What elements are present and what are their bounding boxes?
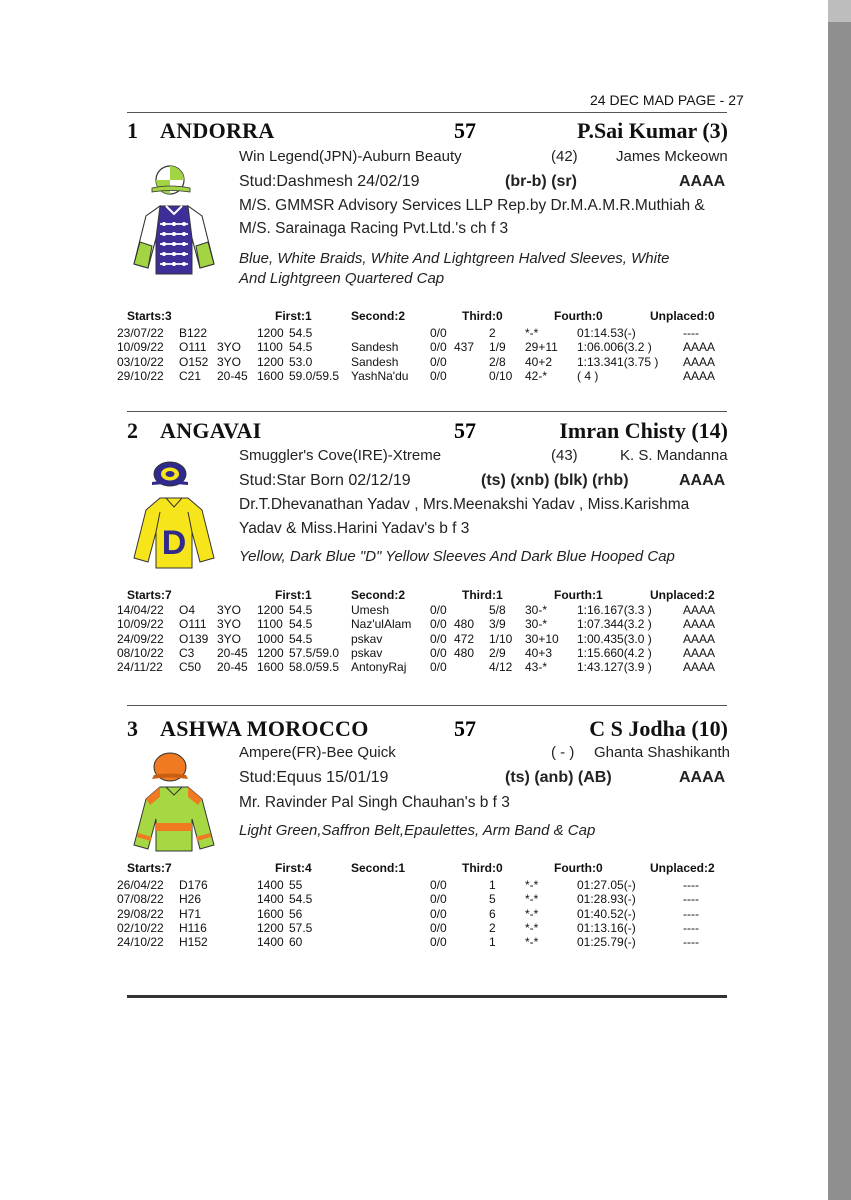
run-cell: 54.5 [289,326,313,340]
jockey: P.Sai Kumar (3) [577,118,728,143]
summary-first: First:1 [275,309,312,323]
run-cell: 30-* [525,603,548,617]
run-cell: *-* [525,920,539,935]
run-cell: O111 [179,340,207,355]
run-row [117,907,737,922]
rating: (42) [551,148,578,165]
run-cell: 54.5 [289,617,313,632]
run-row [117,603,737,618]
run-cell: 0/0 [430,340,447,355]
summary-fourth: Fourth:0 [554,861,603,875]
grade: AAAA [679,472,726,489]
stud: Stud:Equus 15/01/19 [239,769,389,786]
run-cell: 1400 [257,892,284,907]
run-cell: 2/8 [489,354,506,369]
run-cell: 0/0 [430,878,447,892]
run-cell: 24/11/22 [117,660,163,675]
run-row [117,326,737,341]
summary-first: First:4 [275,861,312,875]
summary-third: Third:0 [462,309,503,323]
run-cell: 0/0 [430,631,447,646]
run-row [117,340,737,355]
run-cell: pskav [351,645,383,660]
horse-name: ASHWA MOROCCO [160,716,369,741]
divider [127,411,727,412]
run-cell: 1200 [257,326,284,340]
run-cell: 23/07/22 [117,326,164,340]
run-cell: ---- [683,920,699,935]
run-cell: 0/0 [430,892,447,907]
run-row [117,646,737,661]
summary-second: Second:2 [351,588,406,602]
run-cell: 1400 [257,878,284,892]
run-cell: 1 [489,935,496,950]
run-cell: C21 [179,368,202,383]
run-cell: 56 [289,906,303,921]
run-cell: *-* [525,892,539,907]
run-cell: 3YO [217,340,242,355]
run-cell: 57.5 [289,920,313,935]
run-row [117,892,737,907]
run-row [117,878,737,893]
run-cell: O152 [179,354,209,369]
run-cell: 08/10/22 [117,645,164,660]
run-cell: AAAA [683,368,716,383]
run-cell: 55 [289,878,303,892]
run-cell: 30+10 [525,631,559,646]
run-cell: 10/09/22 [117,617,164,632]
page-header: 24 DEC MAD PAGE - 27 [590,92,744,108]
summary-fourth: Fourth:1 [554,588,603,602]
gear: (ts) (anb) (AB) [505,769,612,786]
run-cell: O139 [179,631,209,646]
run-cell: 1200 [257,603,284,617]
run-cell: 0/0 [430,660,447,675]
jockey-silk-icon [126,452,226,576]
run-cell: 1200 [257,920,284,935]
run-cell: 10/09/22 [117,340,164,355]
owner: Dr.T.Dhevanathan Yadav , Mrs.Meenakshi Yadav , Miss.Karishma [239,496,690,513]
run-cell: 0/10 [489,368,513,383]
run-cell: D176 [179,878,208,892]
summary-unplaced: Unplaced:2 [650,588,715,602]
run-cell: 0/0 [430,354,447,369]
run-cell: 01:25.79(-) [577,935,636,950]
run-cell: H152 [179,935,208,950]
run-cell: 1:13.341(3.75 ) [577,354,659,369]
run-cell: 01:28.93(-) [577,892,636,907]
summary-row [117,861,737,876]
run-cell: *-* [525,878,539,892]
owner: Mr. Ravinder Pal Singh Chauhan's b f 3 [239,794,510,811]
run-cell: 20-45 [217,645,248,660]
run-cell: YashNa'du [351,368,409,383]
run-cell: 02/10/22 [117,920,164,935]
run-cell: AAAA [683,354,716,369]
run-cell: 01:27.05(-) [577,878,636,892]
run-cell: 14/04/22 [117,603,164,617]
run-cell: 24/10/22 [117,935,164,950]
silk-letter: D [161,524,187,562]
run-cell: AAAA [683,660,716,675]
run-cell: 1200 [257,645,284,660]
run-cell: 1:15.660(4.2 ) [577,645,652,660]
run-cell: 1/9 [489,340,506,355]
run-cell: 0/0 [430,906,447,921]
grade: AAAA [679,769,726,786]
racing-colors: Blue, White Braids, White And Lightgreen Halved Sleeves, White [239,250,670,267]
run-row [117,355,737,370]
run-cell: 0/0 [430,617,447,632]
pedigree: Ampere(FR)-Bee Quick [239,744,396,761]
divider [127,995,727,998]
run-cell: AAAA [683,631,716,646]
run-cell: 0/0 [430,603,447,617]
racing-colors: And Lightgreen Quartered Cap [239,270,445,287]
run-cell: 59.0/59.5 [289,368,340,383]
run-cell: 480 [454,645,475,660]
run-cell: ---- [683,892,699,907]
summary-row [117,309,737,324]
run-row [117,369,737,384]
run-cell: pskav [351,631,383,646]
run-cell: 03/10/22 [117,354,164,369]
run-cell: ---- [683,935,699,950]
rating: ( - ) [551,744,575,761]
run-cell: AAAA [683,340,716,355]
jockey: C S Jodha (10) [589,716,728,741]
run-row [117,617,737,632]
run-cell: 01:14.53(-) [577,326,636,340]
run-cell: 30-* [525,617,548,632]
run-cell: ( 4 ) [577,368,599,383]
run-row [117,632,737,647]
run-cell: O111 [179,617,207,632]
pedigree: Win Legend(JPN)-Auburn Beauty [239,148,462,165]
run-cell: 1:06.006(3.2 ) [577,340,652,355]
summary-fourth: Fourth:0 [554,309,603,323]
run-cell: ---- [683,878,699,892]
gear: (br-b) (sr) [505,173,577,190]
run-cell: 1100 [257,617,283,632]
run-cell: 3YO [217,354,242,369]
run-cell: 437 [454,340,475,355]
run-cell: 01:13.16(-) [577,920,636,935]
rating: (43) [551,447,578,464]
run-cell: 40+2 [525,354,553,369]
entry-number: 2 [127,418,138,443]
run-cell: 0/0 [430,645,447,660]
trainer: K. S. Mandanna [620,447,728,464]
run-cell: 0/0 [430,920,447,935]
run-cell: 0/0 [430,935,447,950]
run-cell: 1:16.167(3.3 ) [577,603,652,617]
run-cell: 1200 [257,354,284,369]
run-cell: 1:07.344(3.2 ) [577,617,652,632]
run-cell: 1400 [257,935,284,950]
run-cell: 6 [489,906,496,921]
run-cell: 24/09/22 [117,631,164,646]
weight: 57 [454,118,476,143]
run-row [117,660,737,675]
run-cell: 0/0 [430,326,447,340]
run-cell: AAAA [683,617,716,632]
run-cell: 40+3 [525,645,553,660]
run-cell: 29/08/22 [117,906,164,921]
run-cell: 1600 [257,906,284,921]
run-cell: O4 [179,603,196,617]
run-cell: C50 [179,660,202,675]
summary-unplaced: Unplaced:0 [650,309,715,323]
summary-second: Second:1 [351,861,406,875]
run-cell: 1600 [257,368,284,383]
run-cell: ---- [683,906,699,921]
trainer: Ghanta Shashikanth [594,744,730,761]
owner: M/S. Sarainaga Racing Pvt.Ltd.'s ch f 3 [239,220,509,237]
run-cell: 29+11 [525,340,558,355]
summary-starts: Starts:3 [127,309,172,323]
run-cell: 60 [289,935,303,950]
run-cell: 57.5/59.0 [289,645,340,660]
summary-starts: Starts:7 [127,861,172,875]
summary-third: Third:1 [462,588,503,602]
weight: 57 [454,418,476,443]
run-cell: 1000 [257,631,284,646]
run-cell: 4/12 [489,660,513,675]
run-cell: H71 [179,906,202,921]
entry-number: 1 [127,118,138,143]
run-cell: 1/10 [489,631,513,646]
run-cell: AAAA [683,645,716,660]
summary-first: First:1 [275,588,312,602]
summary-second: Second:2 [351,309,406,323]
run-cell: 3YO [217,603,242,617]
run-cell: 2 [489,920,496,935]
run-cell: B122 [179,326,208,340]
trainer: James Mckeown [616,148,728,165]
run-cell: 20-45 [217,368,248,383]
racing-colors: Yellow, Dark Blue "D" Yellow Sleeves And Dark Blue Hooped Cap [239,548,675,565]
run-cell: 3/9 [489,617,506,632]
grade: AAAA [679,173,726,190]
gear: (ts) (xnb) (blk) (rhb) [481,472,629,489]
owner: M/S. GMMSR Advisory Services LLP Rep.by Dr.M.A.M.R.Muthiah & [239,197,705,214]
summary-starts: Starts:7 [127,588,172,602]
run-cell: 5 [489,892,496,907]
run-cell: 01:40.52(-) [577,906,636,921]
divider [127,705,727,706]
run-cell: C3 [179,645,195,660]
run-cell: H26 [179,892,202,907]
run-cell: 0/0 [430,368,447,383]
run-cell: 1100 [257,340,283,355]
run-cell: 5/8 [489,603,506,617]
run-cell: 54.5 [289,603,313,617]
run-cell: 2 [489,326,496,340]
run-cell: 43-* [525,660,548,675]
horse-name: ANDORRA [160,118,275,143]
run-cell: Sandesh [351,340,399,355]
run-cell: 29/10/22 [117,368,164,383]
run-cell: *-* [525,326,539,340]
jockey: Imran Chisty (14) [559,418,728,443]
summary-third: Third:0 [462,861,503,875]
stud: Stud:Star Born 02/12/19 [239,472,411,489]
run-cell: 53.0 [289,354,313,369]
run-cell: *-* [525,906,539,921]
run-cell: 58.0/59.5 [289,660,340,675]
run-cell: 26/04/22 [117,878,164,892]
stud: Stud:Dashmesh 24/02/19 [239,173,420,190]
run-cell: 1:43.127(3.9 ) [577,660,652,675]
horse-name: ANGAVAI [160,418,262,443]
entry-number: 3 [127,716,138,741]
weight: 57 [454,716,476,741]
run-cell: AAAA [683,603,716,617]
jockey-silk-icon [126,158,226,282]
summary-row [117,588,737,603]
racing-colors: Light Green,Saffron Belt,Epaulettes, Arm Band & Cap [239,822,596,839]
pedigree: Smuggler's Cove(IRE)-Xtreme [239,447,442,464]
run-row [117,921,737,936]
run-cell: 54.5 [289,892,313,907]
run-cell: 2/9 [489,645,506,660]
jockey-silk-icon [126,745,226,855]
run-cell: 42-* [525,368,548,383]
run-cell: 07/08/22 [117,892,164,907]
run-cell: Umesh [351,603,390,617]
run-cell: 480 [454,617,475,632]
run-cell: H116 [179,920,207,935]
summary-unplaced: Unplaced:2 [650,861,715,875]
run-cell: 3YO [217,617,242,632]
run-cell: AntonyRaj [351,660,407,675]
run-cell: ---- [683,326,699,340]
owner: Yadav & Miss.Harini Yadav's b f 3 [239,520,470,537]
run-cell: 1 [489,878,496,892]
run-cell: 3YO [217,631,242,646]
run-cell: Sandesh [351,354,399,369]
run-cell: Naz'ulAlam [351,617,412,632]
run-cell: 54.5 [289,340,313,355]
divider [127,112,727,113]
run-cell: 472 [454,631,475,646]
run-cell: 1600 [257,660,284,675]
run-cell: *-* [525,935,539,950]
run-cell: 54.5 [289,631,313,646]
run-cell: 20-45 [217,660,248,675]
run-row [117,935,737,950]
run-cell: 1:00.435(3.0 ) [577,631,652,646]
